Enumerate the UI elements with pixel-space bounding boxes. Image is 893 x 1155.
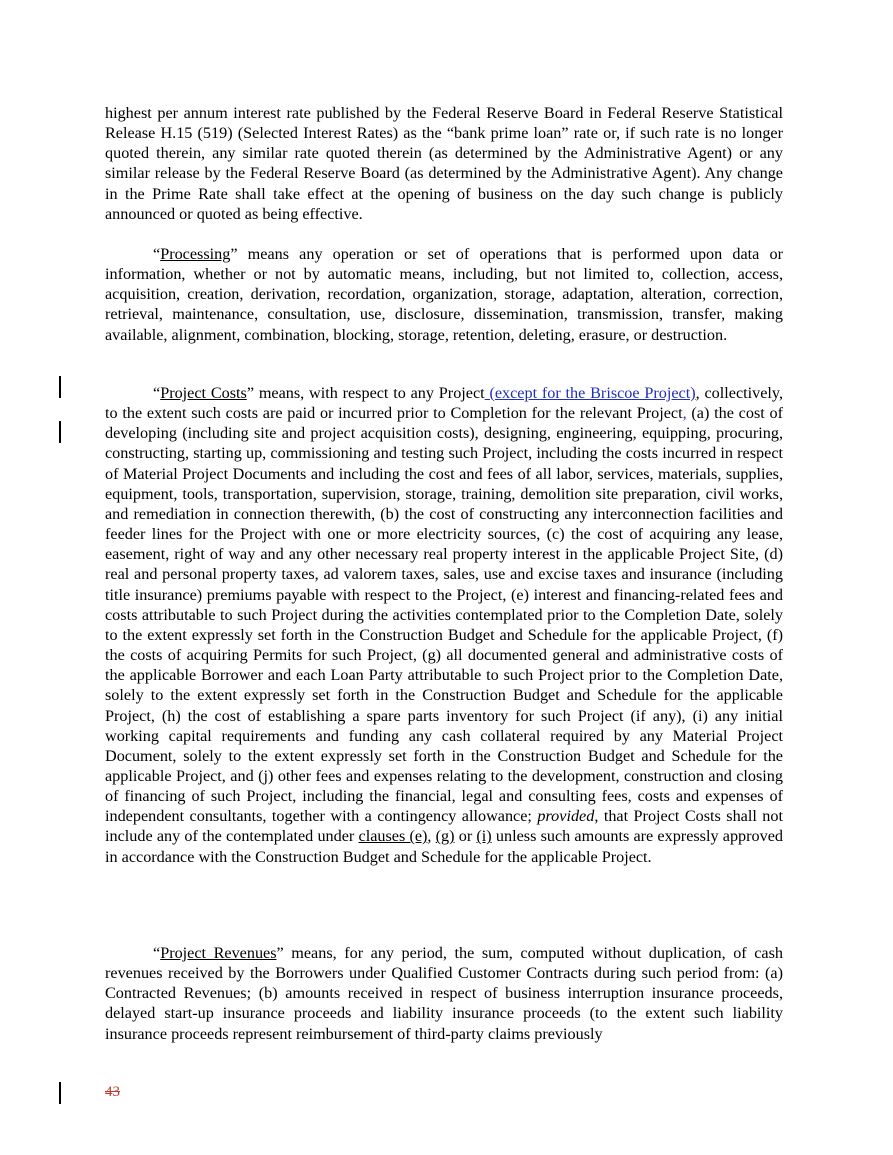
- inserted-text-briscoe-exception: (except for the Briscoe Project): [484, 384, 696, 402]
- clause-reference-e: clauses (e): [358, 827, 428, 846]
- inserted-comma: ,: [682, 404, 687, 423]
- processing-body: ” means any operation or set of operations that is performed upon data or information, whether or not by automatic means, including, but not limited to, collection, access, acquisition, creation, derivation, recordation, organization, storage, adaptation, alteration, correction, retrieval, maintenance, consultation, use, disclosure, dissemination, transmission, transfer, making available, alignment, combination, blocking, storage, retention, deleting, erasure, or destruction.: [105, 245, 783, 344]
- comma-separator: ,: [427, 827, 436, 846]
- paragraph-prime-rate-continuation: highest per annum interest rate published by the Federal Reserve Board in Federal Reserve Statistical Release H.15 (519) (Selected Interest Rates) as the “bank prime loan” rate or, if such rate is no longer quoted therein, any similar rate quoted therein (as determined by the Administrative Agent) or any similar release by the Federal Reserve Board (as determined by the Administrative Agent). Any change in the Prime Rate shall take effect at the opening of business on the day such change is publicly announced or quoted as being effective.: [105, 104, 783, 223]
- clause-reference-g: (g): [435, 827, 455, 846]
- or-separator: or: [454, 827, 477, 846]
- defined-term-project-costs: Project Costs: [160, 384, 247, 402]
- project-costs-body-a: ” means, with respect to any Project: [246, 384, 485, 402]
- change-bar-middle: [59, 421, 61, 443]
- project-costs-body-d: , that Project Costs shall not include any of the contemplated under: [105, 807, 783, 846]
- clause-reference-i: (i): [476, 827, 492, 846]
- project-costs-body-b: , collectively, to the extent such costs are paid or incurred prior to Completion for the relevant Project: [105, 384, 783, 423]
- change-bar-top: [59, 376, 61, 398]
- open-quote: “: [153, 245, 161, 263]
- project-costs-body-e: unless such amounts are expressly approved in accordance with the Construction Budget and Schedule for the applicable Project.: [105, 827, 783, 866]
- document-page: [105, 103, 783, 1043]
- open-quote: “: [153, 944, 161, 962]
- change-bar-bottom: [59, 1082, 61, 1104]
- project-revenues-body: ” means, for any period, the sum, computed without duplication, of cash revenues received by the Borrowers under Qualified Customer Contracts during such period from: (a) Contracted Revenues; (b) amounts received in respect of business interruption insurance proceeds, delayed start-up insurance proceeds and liability insurance proceeds (to the extent such liability insurance proceeds represent reimbursement of third-party claims previously: [105, 944, 783, 1043]
- paragraph-project-costs-definition: [105, 383, 783, 867]
- page-number: 43: [105, 1084, 120, 1100]
- project-costs-body-c: (a) the cost of developing (including site and project acquisition costs), designing, engineering, equipping, procuring, constructing, starting up, commissioning and testing such Project, including the costs incurred in respect of Material Project Documents and including the cost and fees of all labor, services, materials, supplies, equipment, tools, transportation, supervision, storage, training, demolition site preparation, civil works, and remediation in connection therewith, (b) the cost of constructing any interconnection facilities and feeder lines for the Project with one or more electricity sources, (c) the cost of acquiring any lease, easement, right of way and any other necessary real property interest in the applicable Project Site, (d) real and personal property taxes, ad valorem taxes, sales, use and excise taxes and insurance (including title insurance) premiums payable with respect to the Project, (e) interest and financing-related fees and costs attributable to such Project during the activities contemplated prior to the Completion Date, solely to the extent expressly set forth in the Construction Budget and Schedule for the applicable Project, (f) the costs of acquiring Permits for such Project, (g) all documented general and administrative costs of the applicable Borrower and each Loan Party attributable to such Project prior to the Completion Date, solely to the extent expressly set forth in the Construction Budget and Schedule for the applicable Project, (h) the cost of establishing a spare parts inventory for such Project (if any), (i) any initial working capital requirements and funding any cash collateral required by any Material Project Document, solely to the extent expressly set forth in the Construction Budget and Schedule for the applicable Project, and (j) other fees and expenses relating to the development, construction and closing of financing of such Project, including the financial, legal and consulting fees, costs and expenses of independent consultants, together with a contingency allowance;: [105, 404, 783, 826]
- paragraph-project-revenues-definition: [105, 943, 783, 1044]
- defined-term-project-revenues: Project Revenues: [160, 944, 277, 962]
- paragraph-processing-definition: [105, 244, 783, 345]
- open-quote: “: [153, 384, 161, 402]
- defined-term-processing: Processing: [160, 245, 231, 263]
- provided-italic: provided: [537, 807, 595, 826]
